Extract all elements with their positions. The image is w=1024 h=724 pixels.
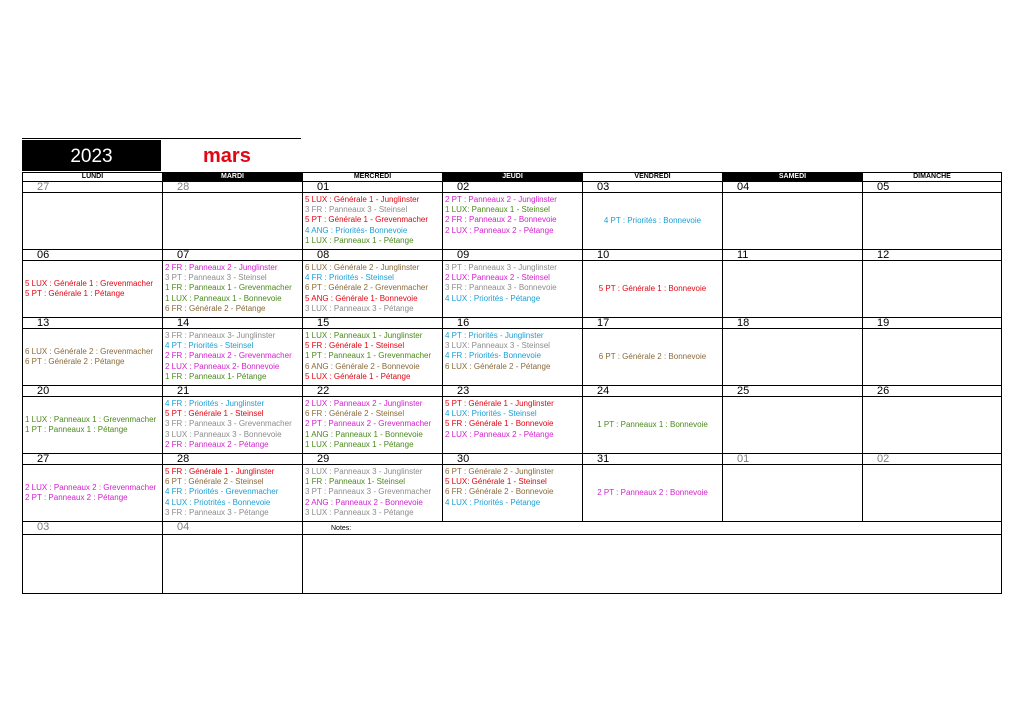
day-number: 04 [163,522,303,535]
year-label: 2023 [70,146,113,167]
weekday-samedi: SAMEDI [723,173,863,182]
day-cell [163,261,303,318]
day-cell [303,329,443,386]
notes-area[interactable] [303,535,1002,594]
event-entry: 6 LUX : Générale 2 - Junglinster [305,263,420,272]
event-entry: 2 LUX : Panneaux 2 - Pétange [445,429,554,439]
day-number: 04 [723,182,863,193]
month-title: mars [203,145,251,167]
weekday-vendredi: VENDREDI [583,173,723,182]
event-entry: 5 PT : Générale 1 - Grevenmacher [305,215,429,225]
day-number: 08 [303,250,443,261]
event-entry: 2 LUX: Panneaux 2 - Steinsel [445,273,550,283]
event-entry: 2 LUX : Panneaux 2- Bonnevoie [165,361,280,371]
day-cell [303,465,443,522]
event-entry: 5 LUX : Générale 1 - Pétange [305,371,411,381]
day-cell [23,465,163,522]
event-entry: 1 ANG : Panneaux 1 - Bonnevoie [305,429,423,439]
event-entry: 3 FR : Panneaux 3- Junglinster [165,331,276,340]
day-number: 01 [303,182,443,193]
event-entry: 1 LUX : Panneaux 1 - Pétange [305,439,414,449]
event-entry: 3 PT : Panneaux 3 - Junglinster [445,263,557,272]
event-entry: 1 FR : Panneaux 1- Steinsel [305,477,406,487]
day-number: 06 [23,250,163,261]
calendar-grid [22,172,1002,594]
event-entry: 3 LUX : Panneaux 3 - Junglinster [305,467,423,476]
notes-number-row [23,522,1002,535]
weekday-header-row [23,173,1002,182]
weekday-dimanche: DIMANCHE [863,173,1002,182]
day-number: 24 [583,386,723,397]
event-entry: 2 PT : Panneaux 2 - Grevenmacher [305,419,432,429]
event-entry: 6 PT : Générale 2 : Bonnevoie [598,351,707,361]
day-number: 23 [443,386,583,397]
event-entry: 4 LUX : Priorités - Pétange [445,293,541,303]
event-entry: 6 FR : Générale 2 - Pétange [165,303,266,313]
event-entry: 5 PT : Générale 1 : Bonnevoie [598,283,707,293]
day-number: 12 [863,250,1002,261]
day-number: 27 [23,454,163,465]
event-entry: 6 LUX : Générale 2 : Grevenmacher [25,346,154,356]
weekday-lundi: LUNDI [23,173,163,182]
event-entry: 4 FR : Priorités - Junglinster [165,399,265,408]
event-entry: 5 FR : Générale 1 - Bonnevoie [445,419,554,429]
day-cell [23,261,163,318]
event-entry: 6 LUX : Générale 2 - Pétange [445,361,551,371]
event-entry: 2 PT : Panneaux 2 : Bonnevoie [597,487,708,497]
event-entry: 5 FR : Générale 1 - Junglinster [165,467,275,476]
day-cell [723,465,863,522]
event-entry: 5 PT : Générale 1 - Junglinster [445,399,554,408]
event-entry: 3 LUX : Panneaux 3 - Pétange [305,507,414,517]
event-entry: 2 FR : Panneaux 2 - Junglinster [165,263,278,272]
event-entry: 3 FR : Panneaux 3 - Pétange [165,507,269,517]
day-number: 09 [443,250,583,261]
day-number: 03 [583,182,723,193]
day-number: 25 [723,386,863,397]
day-cell [163,465,303,522]
week-events-row [23,465,1002,522]
weekday-jeudi: JEUDI [443,173,583,182]
event-entry: 3 FR : Panneaux 3 - Grevenmacher [165,419,292,429]
event-entry: 2 LUX : Panneaux 2 - Junglinster [305,399,423,408]
event-entry: 5 LUX : Générale 1 - Junglinster [305,195,420,204]
day-cell [723,261,863,318]
day-number: 28 [163,454,303,465]
notes-body-row [23,535,1002,594]
day-number: 29 [303,454,443,465]
day-cell [583,193,723,250]
day-cell [303,397,443,454]
event-entry: 2 LUX : Panneaux 2 : Grevenmacher [25,482,157,492]
day-cell [443,329,583,386]
day-cell [723,329,863,386]
event-entry: 3 FR : Panneaux 3 - Steinsel [305,205,408,215]
day-cell [443,397,583,454]
week-number-row [23,318,1002,329]
event-entry: 4 FR : Priorités - Steinsel [305,273,394,283]
week-events-row [23,329,1002,386]
day-number: 26 [863,386,1002,397]
day-cell [163,329,303,386]
day-cell [23,329,163,386]
day-cell [863,329,1002,386]
event-entry: 4 PT : Priorités - Junglinster [445,331,544,340]
day-number: 15 [303,318,443,329]
day-cell [23,397,163,454]
event-entry: 6 ANG : Générale 2 - Bonnevoie [305,361,420,371]
event-entry: 1 FR : Panneaux 1- Pétange [165,371,267,381]
event-entry: 1 LUX : Panneaux 1 - Junglinster [305,331,423,340]
day-cell [583,261,723,318]
week-events-row [23,261,1002,318]
event-entry: 6 PT : Générale 2 - Steinsel [165,477,264,487]
day-number: 22 [303,386,443,397]
day-cell [163,397,303,454]
day-number: 11 [723,250,863,261]
day-number: 13 [23,318,163,329]
day-number: 20 [23,386,163,397]
event-entry: 2 FR : Panneaux 2 - Pétange [165,439,269,449]
day-cell [863,397,1002,454]
day-cell [723,193,863,250]
notes-label: Notes: [331,525,352,532]
event-entry: 3 PT : Panneaux 3 - Grevenmacher [305,487,432,497]
event-entry: 3 LUX: Panneaux 3 - Steinsel [445,341,550,351]
weekday-mercredi: MERCREDI [303,173,443,182]
day-number: 05 [863,182,1002,193]
day-cell [583,397,723,454]
event-entry: 4 LUX : Priorités - Pétange [445,497,541,507]
event-entry: 1 LUX : Panneaux 1 - Bonnevoie [165,293,282,303]
event-entry: 4 PT : Priorités - Steinsel [165,341,254,351]
day-cell [583,465,723,522]
day-cell [583,329,723,386]
event-entry: 3 FR : Panneaux 3 - Bonnevoie [445,283,557,293]
day-number: 03 [23,522,163,535]
event-entry: 1 FR : Panneaux 1 - Grevenmacher [165,283,292,293]
day-cell [443,465,583,522]
event-entry: 4 ANG : Priorités- Bonnevoie [305,225,408,235]
day-cell [443,261,583,318]
day-number: 14 [163,318,303,329]
event-entry: 6 PT : Générale 2 : Pétange [25,357,125,366]
event-entry: 6 FR : Générale 2 - Bonnevoie [445,487,554,497]
event-entry: 2 LUX : Panneaux 2 - Pétange [445,225,554,235]
day-cell [23,193,163,250]
day-cell [723,397,863,454]
event-entry: 4 FR : Priorités - Grevenmacher [165,487,279,497]
event-entry: 2 FR : Panneaux 2 - Bonnevoie [445,215,557,225]
day-number: 18 [723,318,863,329]
week-events-row [23,397,1002,454]
day-cell [163,193,303,250]
event-entry: 2 FR : Panneaux 2 - Grevenmacher [165,351,292,361]
event-entry: 1 PT : Panneaux 1 : Pétange [25,425,128,434]
event-entry: 5 PT : Générale 1 : Pétange [25,289,125,298]
event-entry: 1 LUX : Panneaux 1 : Grevenmacher [25,414,157,424]
event-entry: 3 PT : Panneaux 3 - Steinsel [165,273,267,283]
day-cell [443,193,583,250]
day-number: 27 [23,182,163,193]
week-number-row [23,454,1002,465]
week-number-row [23,182,1002,193]
day-number: 21 [163,386,303,397]
event-entry: 5 PT : Générale 1 - Steinsel [165,409,264,419]
event-entry: 4 PT : Priorités : Bonnevoie [603,215,702,225]
notes-header [303,522,1002,535]
event-entry: 1 LUX: Panneaux 1 - Steinsel [445,205,550,215]
event-entry: 2 ANG : Panneaux 2 - Bonnevoie [305,497,423,507]
weekday-mardi: MARDI [163,173,303,182]
event-entry: 6 FR : Générale 2 - Steinsel [305,409,405,419]
day-number: 07 [163,250,303,261]
event-entry: 4 LUX: Priorités - Steinsel [445,409,537,419]
week-number-row [23,250,1002,261]
event-entry: 1 PT : Panneaux 1 : Bonnevoie [597,419,708,429]
day-number: 17 [583,318,723,329]
day-cell [863,193,1002,250]
day-cell [863,465,1002,522]
day-number: 10 [583,250,723,261]
day-cell [23,535,163,594]
day-number: 30 [443,454,583,465]
event-entry: 5 LUX: Générale 1 - Steinsel [445,477,547,487]
event-entry: 1 PT : Panneaux 1 - Grevenmacher [305,351,432,361]
header-rule [22,138,301,139]
day-number: 02 [443,182,583,193]
day-number: 16 [443,318,583,329]
event-entry: 1 LUX : Panneaux 1 - Pétange [305,235,414,245]
day-cell [163,535,303,594]
week-events-row [23,193,1002,250]
day-number: 31 [583,454,723,465]
week-number-row [23,386,1002,397]
event-entry: 3 LUX : Panneaux 3 - Pétange [305,303,414,313]
event-entry: 5 ANG : Générale 1- Bonnevoie [305,293,418,303]
event-entry: 6 PT : Générale 2 - Junglinster [445,467,554,476]
day-number: 02 [863,454,1002,465]
event-entry: 2 PT : Panneaux 2 - Junglinster [445,195,557,204]
event-entry: 5 FR : Générale 1 - Steinsel [305,341,405,351]
day-number: 01 [723,454,863,465]
day-number: 19 [863,318,1002,329]
event-entry: 4 FR : Priorités- Bonnevoie [445,351,542,361]
event-entry: 2 PT : Panneaux 2 : Pétange [25,493,128,502]
event-entry: 6 PT : Générale 2 - Grevenmacher [305,283,429,293]
day-cell [863,261,1002,318]
day-number: 28 [163,182,303,193]
event-entry: 4 LUX : Priotrités - Bonnevoie [165,497,271,507]
day-cell [303,193,443,250]
day-cell [303,261,443,318]
event-entry: 3 LUX : Panneaux 3 - Bonnevoie [165,429,282,439]
event-entry: 5 LUX : Générale 1 : Grevenmacher [25,278,154,288]
year-box [22,140,161,171]
